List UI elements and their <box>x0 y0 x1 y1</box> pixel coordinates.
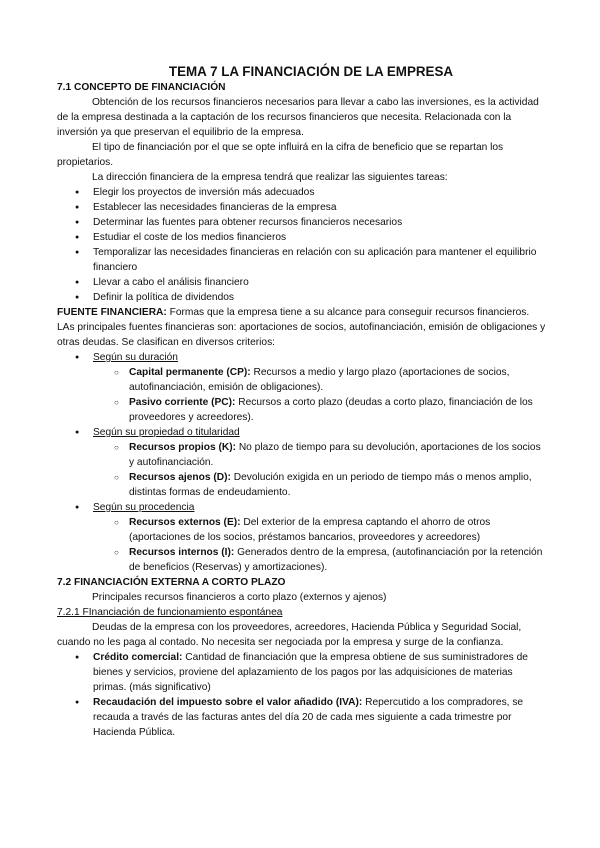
term: Recursos externos (E): <box>129 517 241 528</box>
list-item: ● Determinar las fuentes para obtener recursos financieros necesarios <box>57 215 547 230</box>
term: Recursos propios (K): <box>129 442 236 453</box>
definition: Del exterior de la empresa captando el ahorro de otros (aportaciones de los socios, préstamos bancarios, proveedores y acreedores) <box>129 517 491 543</box>
list-item <box>57 470 547 500</box>
list-item <box>57 545 547 575</box>
document-content <box>57 63 547 740</box>
criterion-duration <box>57 350 547 425</box>
paragraph-concept: Obtención de los recursos financieros necesarios para llevar a cabo las inversiones, es la actividad de la empresa destinada a la captación de los recursos financieros que necesita. Relacionada con la inversión ya que preservan el equilibrio de la empresa. <box>57 97 539 138</box>
list-item <box>57 695 547 740</box>
sub-list <box>57 365 547 425</box>
criterion-ownership <box>57 425 547 500</box>
list-item <box>57 515 547 545</box>
list-item <box>57 650 547 695</box>
definition: Recursos a corto plazo (deudas a corto plazo, financiación de los proveedores y acreedores). <box>129 397 533 423</box>
page-title: TEMA 7 LA FINANCIACIÓN DE LA EMPRESA <box>168 64 454 79</box>
definition: Recursos a medio y largo plazo (aportaciones de socios, autofinanciación, emisión de obligaciones). <box>129 367 510 393</box>
list-item: ● Definir la política de dividendos <box>57 290 547 305</box>
spontaneous-list <box>57 650 547 740</box>
definition: Cantidad de financiación que la empresa obtiene de sus suministradores de bienes y servicios, proviene del aplazamiento de los pagos por las adquisiciones de materias primas. (más significativo) <box>93 652 528 693</box>
paragraph-financing-type: El tipo de financiación por el que se opte influirá en la cifra de beneficio que se repartan los propietarios. <box>57 142 504 168</box>
paragraph-fuente-financiera <box>57 305 547 350</box>
section-heading-7-1: 7.1 CONCEPTO DE FINANCIACIÓN <box>57 82 226 93</box>
term: Crédito comercial: <box>93 652 183 663</box>
list-item <box>57 440 547 470</box>
list-item: ● Elegir los proyectos de inversión más adecuados <box>57 185 547 200</box>
criterion-origin <box>57 500 547 575</box>
list-item <box>57 395 547 425</box>
term: Recursos internos (I): <box>129 547 235 558</box>
criterion-label: ● Según su propiedad o titularidad <box>93 427 240 438</box>
criterion-label: ● Según su procedencia <box>93 502 194 513</box>
list-item: ● Temporalizar las necesidades financieras en relación con su aplicación para mantener el equilibrio financiero <box>57 245 547 275</box>
paragraph-spontaneous: Deudas de la empresa con los proveedores, acreedores, Hacienda Pública y Seguridad Social, cuando no les paga al contado. No necesita ser negociada por la empresa y surge de la confianza. <box>57 622 522 648</box>
criteria-list <box>57 350 547 575</box>
sub-list <box>57 440 547 500</box>
fuente-text: Formas que la empresa tiene a su alcance para conseguir recursos financieros. LAs principales fuentes financieras son: aportaciones de socios, autofinanciación, emisión de obligaciones y otras deudas. Se clasifican en diversos criterios: <box>57 307 546 348</box>
section-heading-7-2: 7.2 FINANCIACIÓN EXTERNA A CORTO PLAZO <box>57 577 286 588</box>
definition: Devolución exigida en un periodo de tiempo más o menos amplio, distintas formas de endeudamiento. <box>129 472 532 498</box>
term: Pasivo corriente (PC): <box>129 397 236 408</box>
list-item <box>57 365 547 395</box>
sub-list <box>57 515 547 575</box>
list-item: ● Estudiar el coste de los medios financieros <box>57 230 547 245</box>
paragraph-tasks-intro: La dirección financiera de la empresa tendrá que realizar las siguientes tareas: <box>92 172 448 183</box>
definition: Repercutido a los compradores, se recauda a través de las facturas antes del día 20 de cada mes siguiente a cada trimestre por Hacienda Pública. <box>93 697 524 738</box>
term: Recursos ajenos (D): <box>129 472 231 483</box>
task-list <box>57 185 547 305</box>
definition: No plazo de tiempo para su devolución, aportaciones de los socios y autofinanciación. <box>129 442 541 468</box>
paragraph-short-term-intro: Principales recursos financieros a corto plazo (externos y ajenos) <box>92 592 387 603</box>
term: Recaudación del impuesto sobre el valor añadido (IVA): <box>93 697 363 708</box>
fuente-label: FUENTE FINANCIERA: <box>57 307 167 318</box>
criterion-label: ● Según su duración <box>93 352 178 363</box>
term: Capital permanente (CP): <box>129 367 251 378</box>
subsection-heading-7-2-1: 7.2.1 FInanciación de funcionamiento espontánea <box>57 607 283 618</box>
list-item: ● Establecer las necesidades financieras de la empresa <box>57 200 547 215</box>
definition: Generados dentro de la empresa, (autofinanciación por la retención de beneficios (Reservas) y amortizaciones). <box>129 547 543 573</box>
list-item: ● Llevar a cabo el análisis financiero <box>57 275 547 290</box>
